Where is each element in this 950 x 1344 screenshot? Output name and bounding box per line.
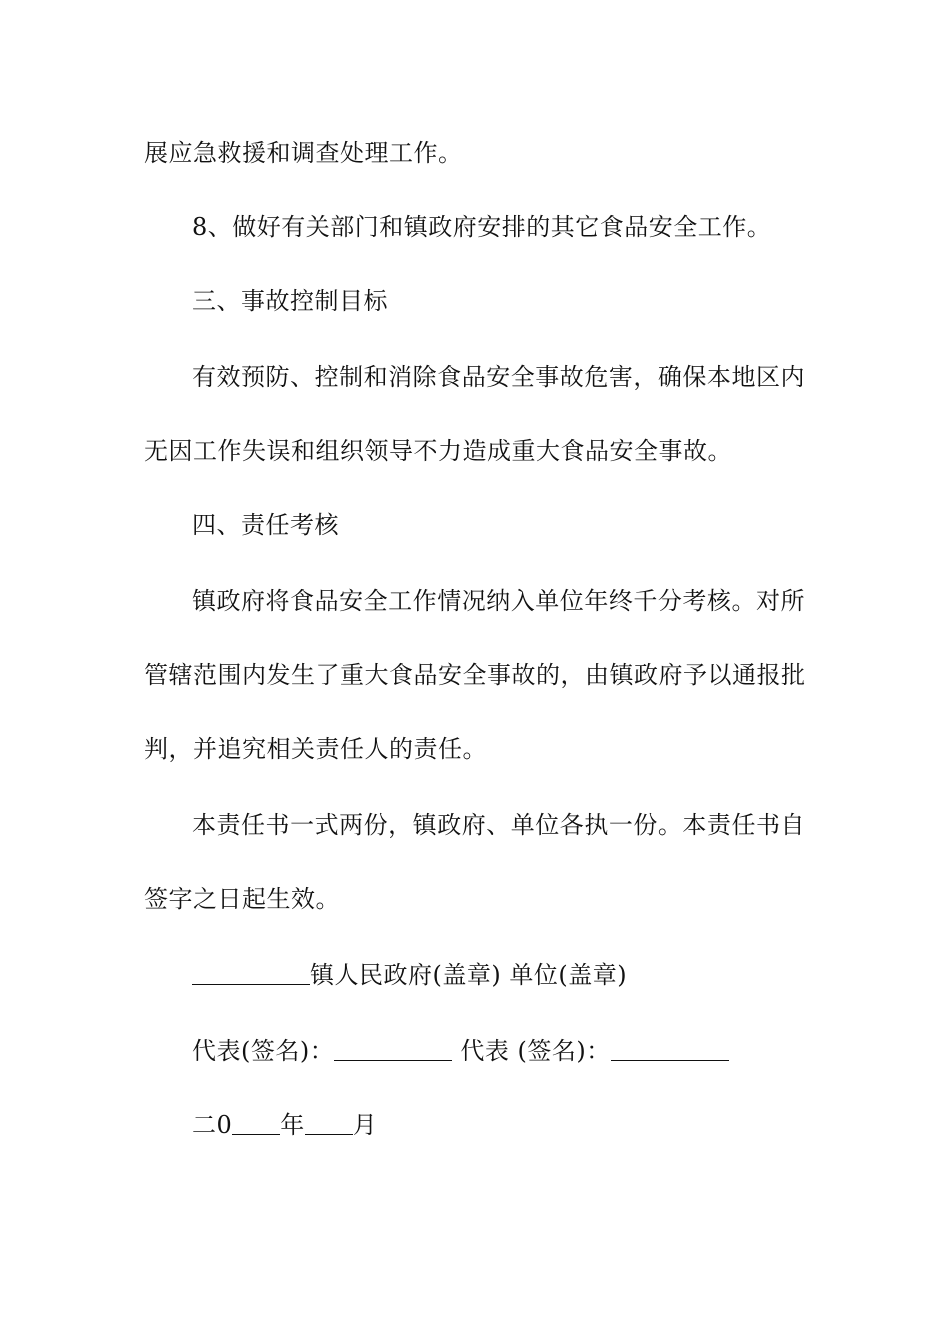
signature-line xyxy=(192,1034,729,1066)
rep-label-gov: 代表(签名)： xyxy=(192,1037,335,1065)
paragraph-line: 判，并追究相关责任人的责任。 xyxy=(144,735,487,763)
section-heading: 三、事故控制目标 xyxy=(192,287,388,315)
section-heading: 四、责任考核 xyxy=(192,511,339,539)
gov-seal-label: 镇人民政府(盖章) xyxy=(310,961,502,989)
month-blank[interactable] xyxy=(305,1110,353,1135)
unit-signature-blank[interactable] xyxy=(611,1036,729,1061)
town-name-blank[interactable] xyxy=(192,960,310,985)
year-blank[interactable] xyxy=(232,1110,280,1135)
rep-label-unit: 代表 (签名)： xyxy=(460,1037,611,1065)
paragraph-line: 有效预防、控制和消除食品安全事故危害，确保本地区内 xyxy=(192,363,805,391)
month-label: 月 xyxy=(352,1111,378,1139)
paragraph-line: 签字之日起生效。 xyxy=(144,885,340,913)
year-label: 年 xyxy=(280,1111,305,1139)
gov-signature-blank[interactable] xyxy=(334,1036,452,1061)
paragraph-line: 无因工作失误和组织领导不力造成重大食品安全事故。 xyxy=(144,437,732,465)
paragraph-line: 8、做好有关部门和镇政府安排的其它食品安全工作。 xyxy=(192,213,772,241)
paragraph-line: 展应急救援和调查处理工作。 xyxy=(144,139,463,167)
unit-seal-label: 单位(盖章) xyxy=(509,961,628,989)
seal-line xyxy=(192,958,627,990)
paragraph-line: 管辖范围内发生了重大食品安全事故的，由镇政府予以通报批 xyxy=(144,661,806,689)
date-prefix: 二0 xyxy=(192,1111,233,1139)
date-line xyxy=(192,1108,377,1140)
paragraph-line: 本责任书一式两份，镇政府、单位各执一份。本责任书自 xyxy=(192,811,805,839)
paragraph-line: 镇政府将食品安全工作情况纳入单位年终千分考核。对所 xyxy=(192,587,805,615)
